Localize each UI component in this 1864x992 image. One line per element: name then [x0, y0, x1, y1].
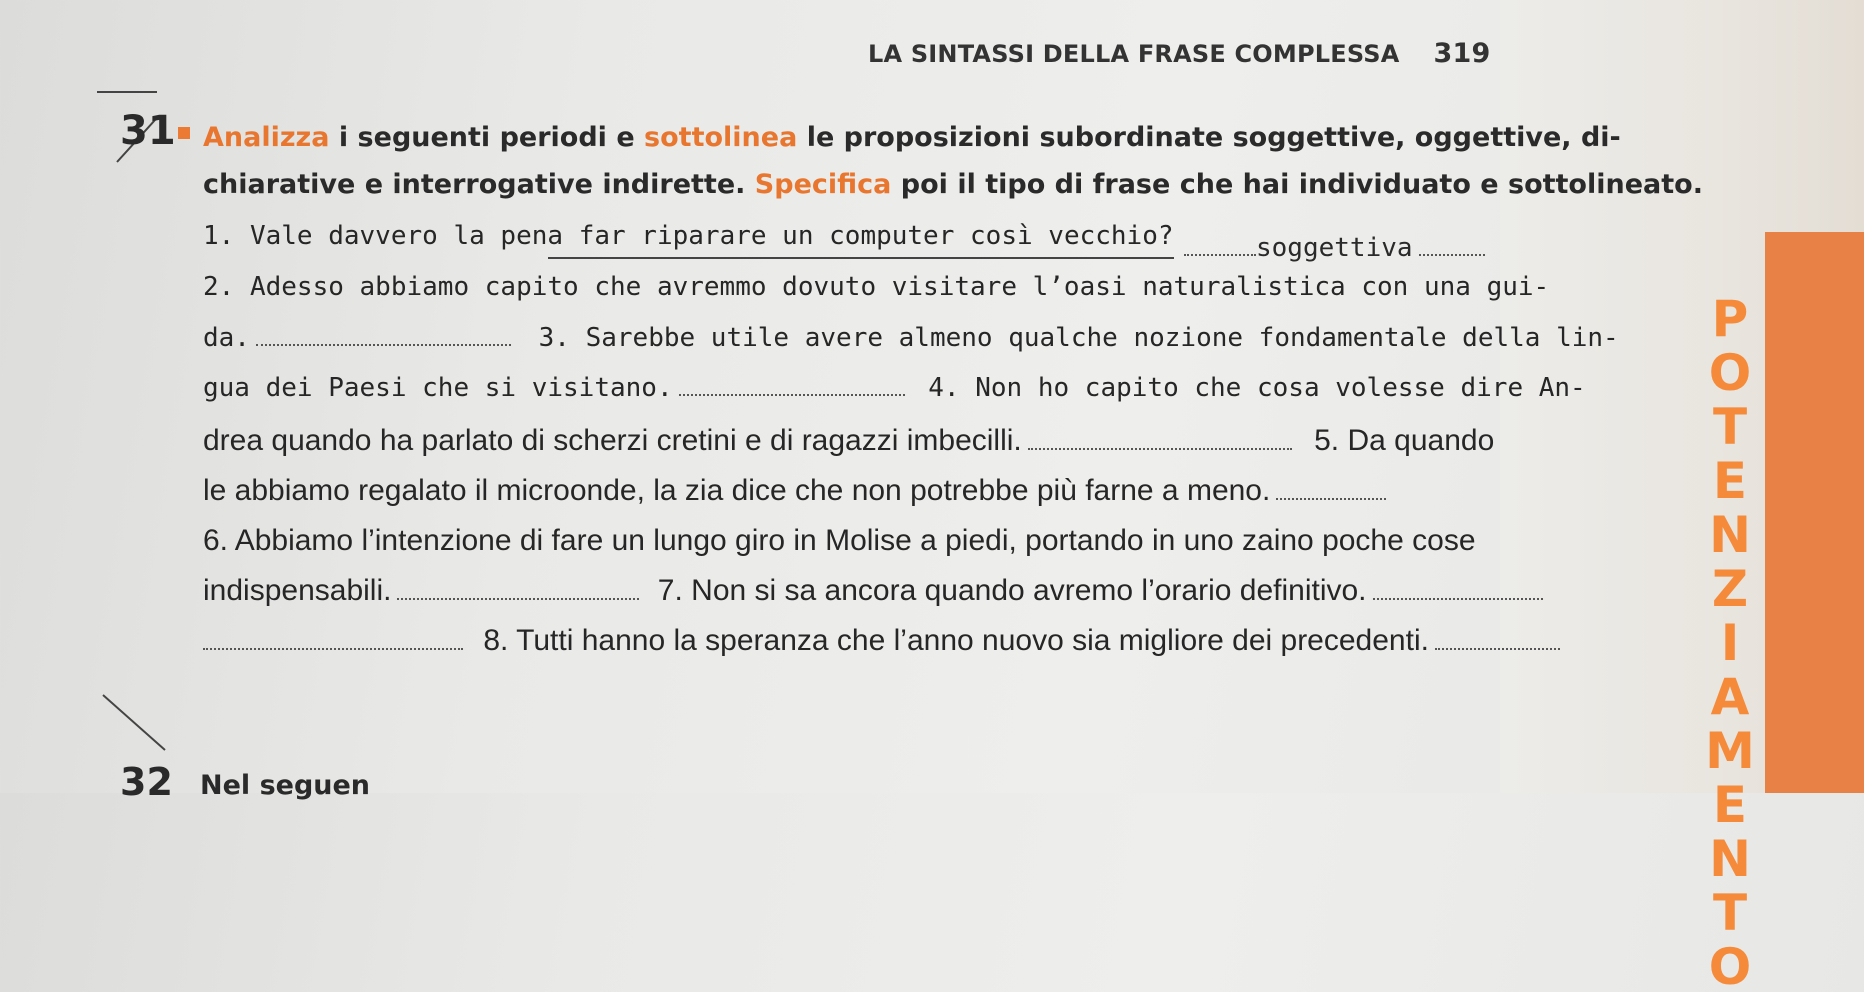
section-label: POTENZIAMENTO — [1701, 290, 1759, 992]
student-underline — [548, 257, 1174, 259]
sentence-1: 1. Vale davvero la pena far riparare un computer così vecchio? — [203, 221, 1174, 251]
page-header — [868, 38, 1491, 69]
answer-1 — [1178, 232, 1485, 263]
page-number: 319 — [1433, 38, 1491, 69]
sentence-9: 8. Tutti hanno la speranza che l’anno nuovo sia migliore dei precedenti. — [203, 624, 1560, 658]
sentence-4: gua dei Paesi che si visitano. 4. Non ho capito che cosa volesse dire An- — [203, 373, 1586, 403]
sentence-5: drea quando ha parlato di scherzi cretini e di ragazzi imbecilli. 5. Da quando — [203, 424, 1495, 457]
section-tab — [1765, 232, 1864, 793]
chapter-title: LA SINTASSI DELLA FRASE COMPLESSA — [868, 40, 1400, 68]
sentence-8: indispensabili. 7. Non si sa ancora quando avremo l’orario definitivo. — [203, 574, 1543, 608]
answer-text: soggettiva — [1256, 233, 1413, 263]
underlined-clause: far riparare un computer così vecchio? — [578, 221, 1174, 251]
instruction-line-2: chiarative e interrogative indirette. Specifica poi il tipo di frase che hai individuato e sottolineato. — [203, 169, 1703, 200]
instruction-line-1: Analizza i seguenti periodi e sottolinea le proposizioni subordinate soggettive, oggettive, di- — [203, 122, 1621, 153]
next-exercise-text: Nel seguen — [200, 770, 371, 801]
exercise-number: 31 — [120, 108, 190, 154]
exercise-bracket-2 — [95, 690, 175, 760]
sentence-3: da. 3. Sarebbe utile avere almeno qualche nozione fondamentale della lin- — [203, 323, 1619, 353]
bullet-square — [178, 127, 190, 139]
sentence-6: le abbiamo regalato il microonde, la zia dice che non potrebbe più farne a meno. — [203, 474, 1386, 508]
next-exercise-number: 32 — [120, 760, 173, 804]
sentence-7: 6. Abbiamo l’intenzione di fare un lungo giro in Molise a piedi, portando in uno zaino poche cose — [203, 524, 1476, 557]
sentence-2: 2. Adesso abbiamo capito che avremmo dovuto visitare l’oasi naturalistica con una gui- — [203, 272, 1550, 302]
